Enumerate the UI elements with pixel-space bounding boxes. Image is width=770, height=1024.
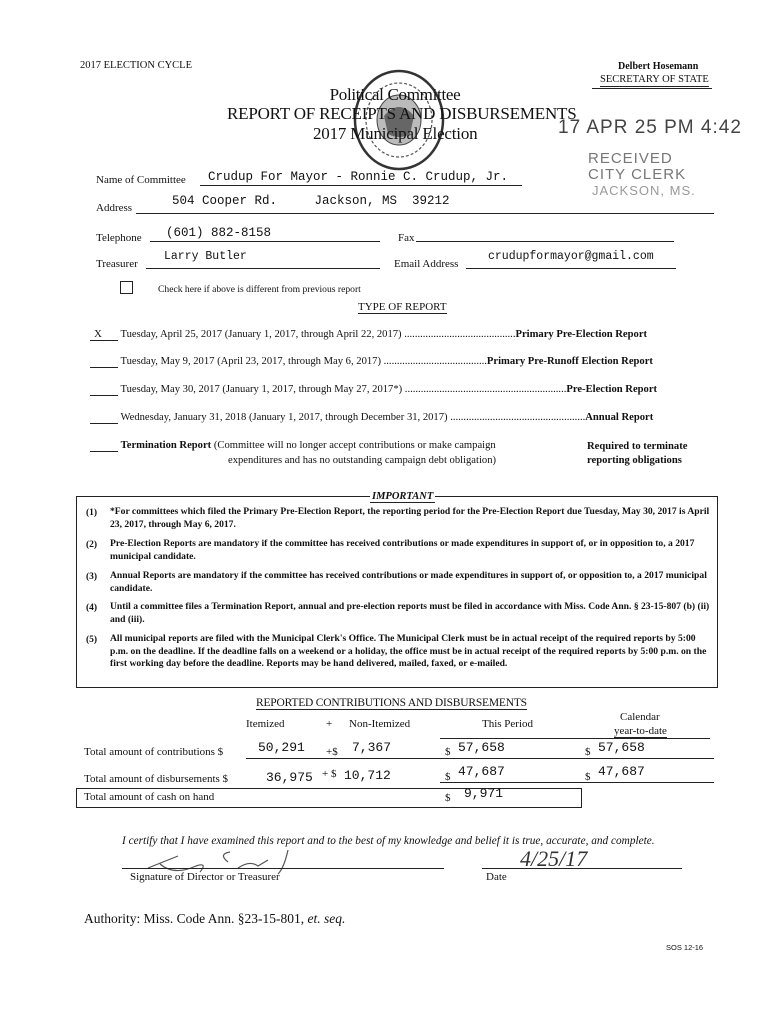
report-option-text: Tuesday, April 25, 2017 (January 1, 2017, through April 22, 2017) .......................................... [120,329,516,340]
important-item-number: (4) [86,603,98,613]
cash-this-period: 9,971 [464,786,504,801]
col-this-period: This Period [482,718,534,730]
disbursements-this-period: 47,687 [458,764,505,779]
important-item-4: Until a committee files a Termination Report, annual and pre-election reports must be filed in accordance with Miss. Code Ann. § 23-15-807 (b) (ii) and (iii). [110,601,710,625]
col-ytd-1: Calendar [620,711,660,723]
important-item-3: Annual Reports are mandatory if the committee has received contributions or made expenditures in support of, or opposition to, a 2017 municipal candidate. [110,570,707,594]
contributions-plus: +$ [326,746,338,758]
important-item-number: (2) [86,540,98,550]
dollar-sign: $ [445,746,451,758]
contributions-ytd: 57,658 [598,740,645,755]
authority-citation-suffix: et. seq. [307,911,346,926]
disbursements-non-itemized: 10,712 [344,768,391,783]
report-option-primary-pre-election[interactable] [90,328,647,341]
received-stamp-date: 17 APR 25 PM 4:42 [558,117,742,138]
contributions-this-period: 57,658 [458,740,505,755]
dollar-sign: $ [585,771,591,783]
email-label: Email Address [394,258,459,270]
termination-text-1: (Committee will no longer accept contributions or make campaign [213,440,496,451]
disbursements-ytd: 47,687 [598,764,645,779]
report-option-pre-election[interactable] [90,384,657,396]
report-option-type: Annual Report [585,412,654,423]
report-option-text: Tuesday, May 9, 2017 (April 23, 2017, through May 6, 2017) ....................................... [120,356,487,367]
date-label: Date [486,871,507,883]
col-ytd-2: year-to-date [614,725,667,737]
report-option-text: Wednesday, January 31, 2018 (January 1, 2017, through December 31, 2017) ................................................... [120,412,586,423]
email-value: crudupformayor@gmail.com [488,250,654,263]
telephone-label: Telephone [96,232,142,244]
disbursements-label: Total amount of disbursements $ [84,773,229,785]
report-option-type: Pre-Election Report [566,384,658,395]
col-non-itemized: Non-Itemized [349,718,411,730]
date-value: 4/25/17 [520,846,588,871]
title-line2: REPORT OF RECEIPTS AND DISBURSEMENTS [227,104,577,123]
treasurer-label: Treasurer [96,258,138,270]
type-of-report-heading: TYPE OF REPORT [358,301,447,313]
authority-citation-text: Authority: Miss. Code Ann. §23-15-801, [84,911,305,926]
col-itemized: Itemized [246,718,285,730]
important-item-number: (5) [86,635,98,645]
address-label: Address [96,202,133,214]
report-option-annual[interactable] [90,412,653,424]
report-option-type: Primary Pre-Runoff Election Report [486,356,653,367]
report-option-type: Primary Pre-Election Report [515,329,648,340]
termination-label: Termination Report [120,440,212,451]
report-option-mark: X [90,328,118,341]
dollar-sign: $ [445,792,451,804]
authority-citation [84,911,345,927]
important-item-5: All municipal reports are filed with the Municipal Clerk's Office. The Municipal Clerk must be in actual receipt of the required reports by 5:00 p.m. on the deadline. If the deadline falls on a weekend or a holiday, the office must be in actual receipt of the required reports by 5:00 p.m. on the first working day before the deadline. Reports may be hand delivered, mailed, faxed, or e-mailed. [110,633,707,669]
election-cycle: 2017 ELECTION CYCLE [80,60,192,71]
received-stamp-label: RECEIVED [588,150,673,167]
report-option-mark [90,440,118,452]
totals-heading: REPORTED CONTRIBUTIONS AND DISBURSEMENTS [256,697,527,709]
report-option-primary-pre-runoff[interactable] [90,356,653,368]
dollar-sign: $ [445,771,451,783]
telephone-value: (601) 882-8158 [166,226,272,240]
fax-label: Fax [398,232,415,244]
title-line3: 2017 Municipal Election [313,124,478,143]
contributions-non-itemized: 7,367 [352,740,392,755]
col-plus: + [326,718,333,730]
committee-name-value: Crudup For Mayor - Ronnie C. Crudup, Jr. [208,170,509,184]
treasurer-value: Larry Butler [164,250,247,263]
important-item-2: Pre-Election Reports are mandatory if the committee has received contributions or made expenditures in support of, or in opposition to, a 2017 municipal candidate. [110,538,695,562]
report-option-termination[interactable] [90,440,496,452]
termination-text-2: expenditures and has no outstanding campaign debt obligation) [228,455,497,466]
received-stamp-city: JACKSON, MS. [592,183,696,198]
report-option-mark [90,356,118,368]
disbursements-itemized: 36,975 [266,770,313,785]
cash-label: Total amount of cash on hand [84,791,215,803]
title-line1: Political Committee [329,85,461,104]
important-item-number: (3) [86,572,98,582]
changed-checkbox[interactable] [120,281,133,294]
important-item-number: (1) [86,508,98,518]
required-terminate-1: Required to terminate [587,441,688,452]
secretary-name: Delbert Hosemann [618,61,699,72]
report-option-mark [90,412,118,424]
report-option-mark [90,384,118,396]
signature-label: Signature of Director or Treasurer [130,871,280,883]
important-heading: IMPORTANT [372,491,434,502]
secretary-title: SECRETARY OF STATE [600,74,709,85]
contributions-label: Total amount of contributions $ [84,746,224,758]
contributions-itemized: 50,291 [258,740,305,755]
important-item-1: *For committees which filed the Primary Pre-Election Report, the reporting period for the Pre-Election Report due Tuesday, May 30, 2017 is April 23, 2017, through May 6, 2017. [110,506,710,530]
required-terminate-2: reporting obligations [587,455,682,466]
certify-statement: I certify that I have examined this report and to the best of my knowledge and belief it is true, accurate, and complete. [122,835,655,847]
changed-checkbox-label: Check here if above is different from previous report [158,284,361,295]
address-value: 504 Cooper Rd. Jackson, MS 39212 [172,194,450,208]
disbursements-plus: + $ [322,768,337,780]
form-code: SOS 12-16 [666,943,704,952]
received-stamp-office: CITY CLERK [588,166,687,183]
report-option-text: Tuesday, May 30, 2017 (January 1, 2017, through May 27, 2017*) ............................................................. [120,384,567,395]
dollar-sign: $ [585,746,591,758]
committee-name-label: Name of Committee [96,174,186,186]
